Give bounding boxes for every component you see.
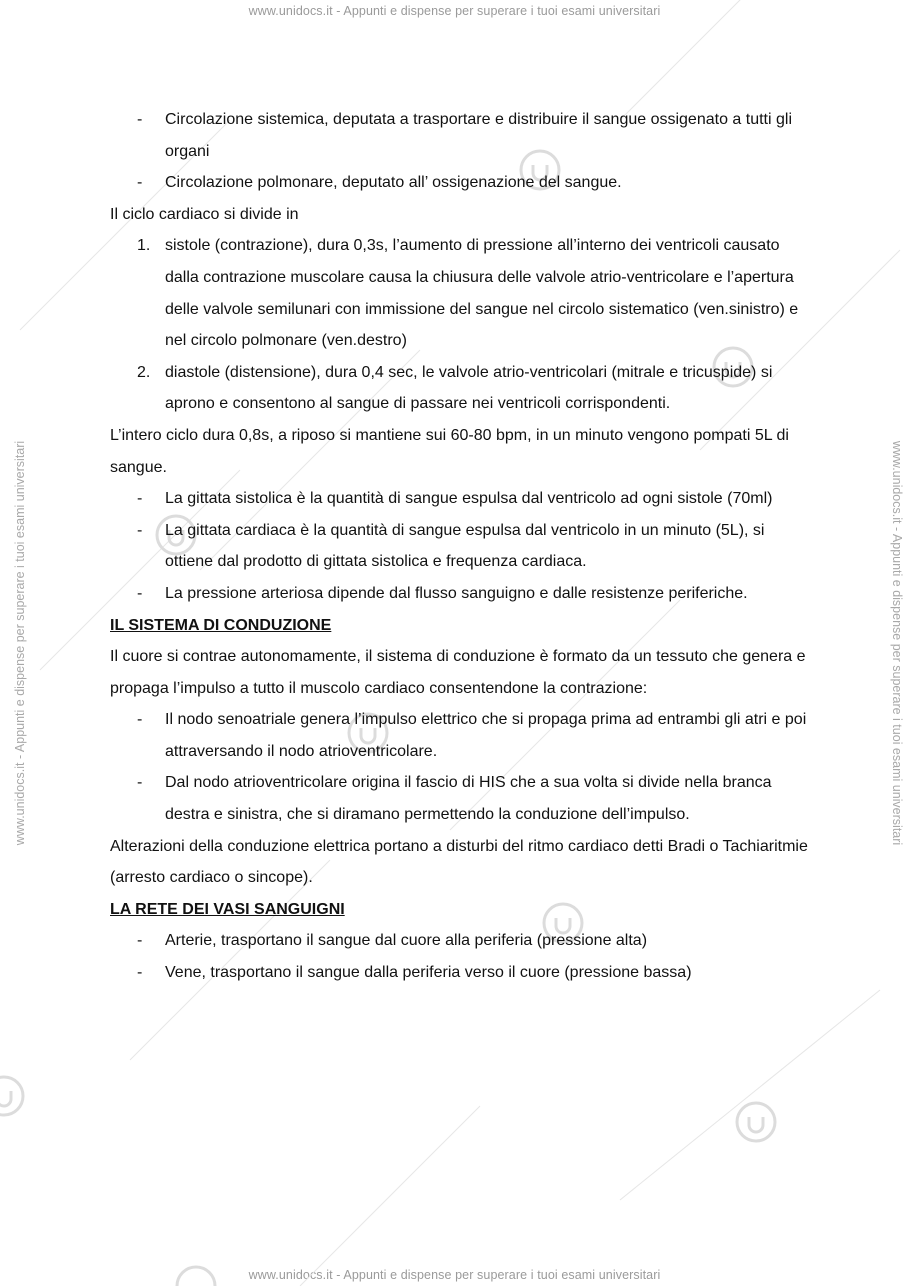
list-item: - Dal nodo atrioventricolare origina il fascio di HIS che a sua volta si divide nella branca destra e sinistra, che si diramano permettendo la conduzione dell’impulso.: [137, 774, 772, 824]
numbered-item: 2. diastole (distensione), dura 0,4 sec, le valvole atrio-ventricolari (mitrale e tricuspide) si aprono e consentono al sangue di passare nei ventricoli corrispondenti.: [137, 363, 773, 413]
paragraph: Alterazioni della conduzione elettrica portano a disturbi del ritmo cardiaco detti Bradi o Tachiaritmie (arresto cardiaco o sincope).: [110, 837, 808, 887]
paragraph: L’intero ciclo dura 0,8s, a riposo si mantiene sui 60-80 bpm, in un minuto vengono pompati 5L di sangue.: [110, 426, 789, 476]
paragraph: Il cuore si contrae autonomamente, il sistema di conduzione è formato da un tessuto che genera e propaga l’impulso a tutto il muscolo cardiaco consentendone la contrazione:: [110, 648, 806, 697]
list-item: - Circolazione sistemica, deputata a trasportare e distribuire il sangue ossigenato a tutti gli organi: [137, 111, 792, 160]
watermark-left: www.unidocs.it - Appunti e dispense per superare i tuoi esami universitari: [13, 440, 27, 846]
paragraph: Il ciclo cardiaco si divide in: [110, 205, 299, 223]
list-item: - Circolazione polmonare, deputato all’ ossigenazione del sangue.: [137, 174, 622, 192]
list-item: - La gittata sistolica è la quantità di sangue espulsa dal ventricolo ad ogni sistole (70ml): [137, 490, 773, 508]
numbered-item: 1. sistole (contrazione), dura 0,3s, l’aumento di pressione all’interno dei ventricoli causato dalla contrazione muscolare causa la chiusura delle valvole atrio-ventricolare e l’apertura delle valvole semilunari con immissione del sangue nel circolo sistematico (ven.sinistro) e nel circolo polmonare (ven.destro): [137, 237, 799, 350]
watermark-right: www.unidocs.it - Appunti e dispense per superare i tuoi esami universitari: [890, 440, 904, 846]
section-heading: IL SISTEMA DI CONDUZIONE: [110, 616, 332, 634]
list-item: - La pressione arteriosa dipende dal flusso sanguigno e dalle resistenze periferiche.: [137, 584, 748, 602]
list-item: - Arterie, trasportano il sangue dal cuore alla periferia (pressione alta): [137, 932, 648, 950]
document-body: [110, 104, 810, 989]
list-item: - Il nodo senoatriale genera l’impulso elettrico che si propaga prima ad entrambi gli atri e poi attraversando il nodo atrioventricolare.: [137, 711, 807, 760]
list-item: - La gittata cardiaca è la quantità di sangue espulsa dal ventricolo in un minuto (5L), si ottiene dal prodotto di gittata sistolica e frequenza cardiaca.: [137, 521, 765, 571]
watermark-top: www.unidocs.it - Appunti e dispense per superare i tuoi esami universitari: [248, 4, 661, 18]
watermark-bottom: www.unidocs.it - Appunti e dispense per superare i tuoi esami universitari: [248, 1268, 661, 1282]
section-heading: LA RETE DEI VASI SANGUIGNI: [110, 900, 345, 918]
list-item: - Vene, trasportano il sangue dalla periferia verso il cuore (pressione bassa): [137, 964, 692, 982]
